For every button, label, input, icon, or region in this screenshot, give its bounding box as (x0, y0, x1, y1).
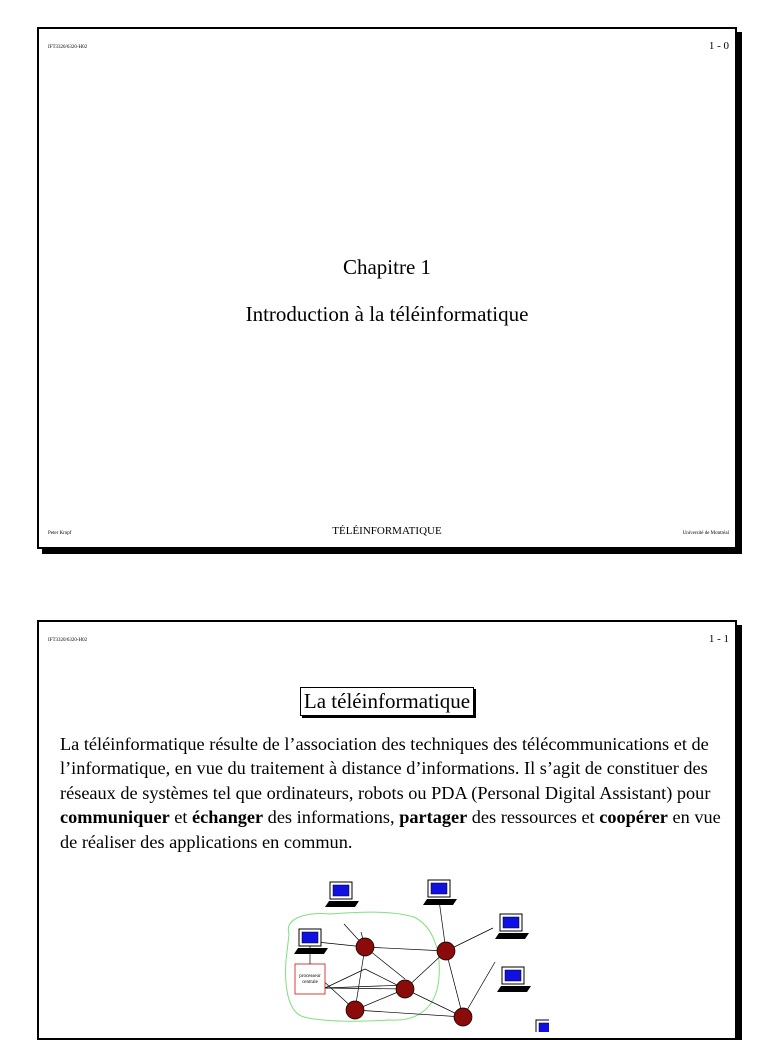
keyword-echanger: échanger (192, 807, 264, 828)
chapter-subtitle: Introduction à la téléinformatique (245, 302, 529, 326)
processor-label-1: processeur (299, 974, 321, 979)
page-number: 1 - 0 (708, 40, 729, 52)
computer-terminal-icon (294, 929, 328, 954)
computer-terminal-icon (423, 880, 457, 905)
network-node (346, 1001, 364, 1019)
keyword-partager: partager (399, 807, 468, 828)
computer-terminal-icon (497, 967, 531, 992)
network-node (437, 942, 455, 960)
body-text-1: La téléinformatique résulte de l’association des techniques des télécommunications et de l’informatique, en vue du traitement à distance d’informations. Il s’agit de constituer des réseaux de systèmes tel que ordinateurs, robots ou PDA (Personal Digital Assistant) pour (60, 734, 711, 803)
computer-terminal-icon (495, 914, 529, 939)
keyword-cooperer: coopérer (599, 807, 668, 828)
body-paragraph (60, 732, 725, 854)
network-edges (317, 900, 495, 1017)
course-code: IFT3320/6320-H02 (48, 45, 88, 50)
slide-title-page (37, 27, 737, 549)
computer-terminal-icon (325, 882, 359, 907)
central-processor (295, 964, 325, 994)
network-diagram (229, 872, 549, 1032)
body-text-3: des informations, (263, 807, 400, 828)
slide-heading (39, 687, 735, 716)
slide-teleinformatique (37, 620, 737, 1040)
page-number: 1 - 1 (708, 633, 729, 645)
body-text-2: et (169, 807, 193, 828)
network-node (396, 980, 414, 998)
footer-title: TÉLÉINFORMATIQUE (332, 525, 442, 537)
chapter-title: Chapitre 1 (342, 255, 432, 279)
network-node (356, 938, 374, 956)
footer-author: Peter Kropf (48, 531, 72, 536)
computer-terminal-icon (531, 1020, 549, 1032)
course-code: IFT3320/6320-H02 (48, 638, 88, 643)
body-text-5: en vue de réaliser des applications en commun. (60, 807, 721, 852)
footer-university: Université de Montréal (682, 531, 729, 536)
processor-label-2: centrale (302, 980, 318, 985)
body-text-4: des ressources et (467, 807, 600, 828)
keyword-communiquer: communiquer (60, 807, 170, 828)
slide-heading-text: La téléinformatique (300, 687, 474, 716)
network-node (454, 1008, 472, 1026)
